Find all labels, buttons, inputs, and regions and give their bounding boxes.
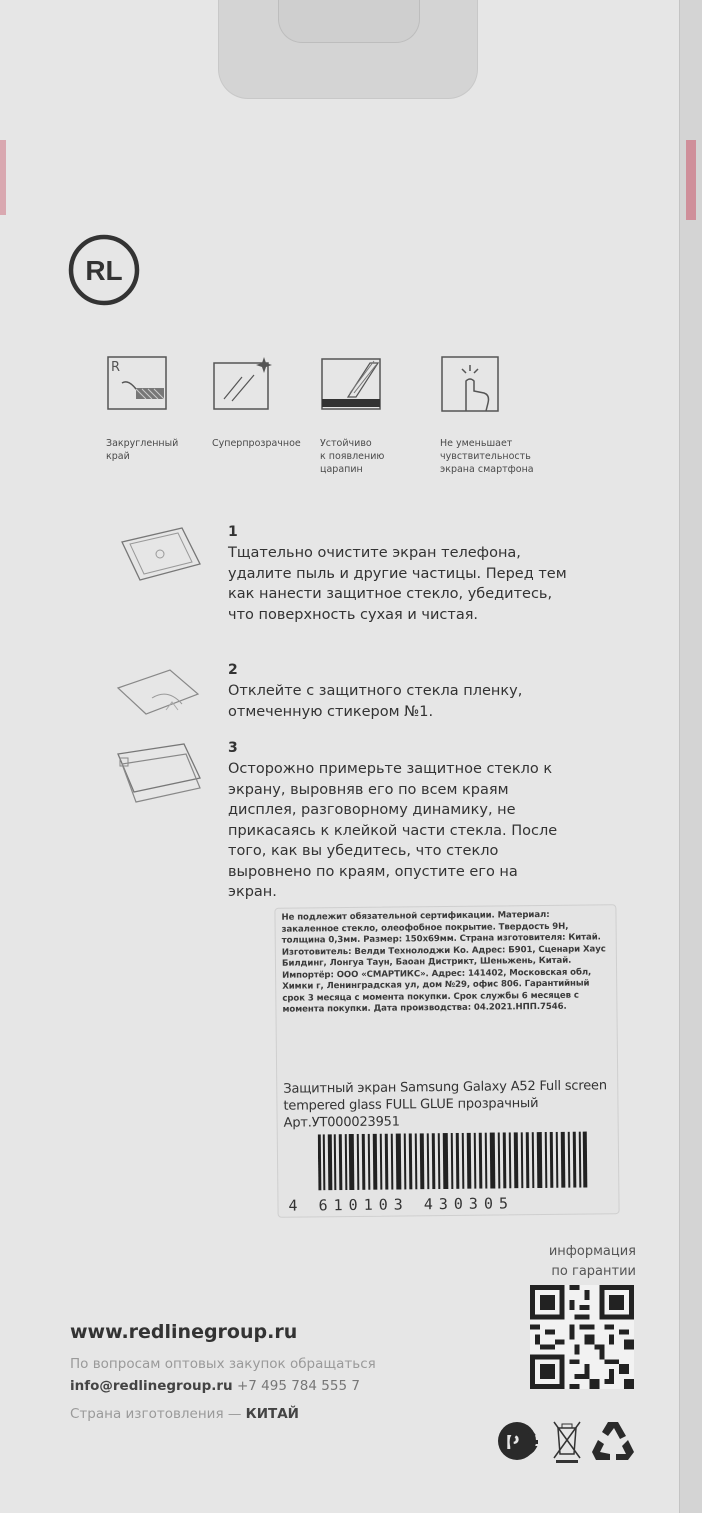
rounded-edge-icon <box>106 355 170 415</box>
barcode-digits: 4 610103 430305 <box>288 1194 515 1215</box>
feature-label-transparent: Суперпрозрачное <box>212 438 301 449</box>
step-3-text: Осторожно примерьте защитное стекло к экрану, выровняв его по всем краям дисплея, разговорному динамику, не прикасаясь к клейкой части стекла. После того, как вы убедитесь, что стекло выровнено по краям, опустите его на экран. <box>228 761 558 900</box>
touch-sensitivity-icon <box>440 355 504 415</box>
pct-cert-icon <box>494 1418 544 1464</box>
wholesale-note: По вопросам оптовых закупок обращаться <box>70 1356 376 1372</box>
feature-label-touch: Не уменьшает чувствительность экрана смартфона <box>440 438 534 475</box>
svg-text:RL: RL <box>85 255 123 286</box>
package-edge-left <box>0 140 6 215</box>
package-edge-right <box>686 140 696 220</box>
apply-glass-icon <box>112 738 204 808</box>
hang-slot <box>278 0 420 43</box>
feature-label-scratch: Устойчиво к появлению царапин <box>320 438 385 475</box>
feature-label-rounded: Закругленный край <box>106 438 179 462</box>
redline-logo-icon <box>66 232 142 308</box>
recycle-icon <box>588 1418 638 1464</box>
hang-tab <box>218 0 478 99</box>
svg-text:R: R <box>111 360 121 375</box>
sticker-product-name: Защитный экран Samsung Galaxy A52 Full screen tempered glass FULL GLUE прозрачный Арт.УТ000023951 <box>283 1078 607 1131</box>
step-3-number: 3 <box>228 740 238 756</box>
country-of-origin <box>70 1406 299 1422</box>
website-link[interactable]: www.redlinegroup.ru <box>70 1321 298 1343</box>
phone-number[interactable]: +7 495 784 555 7 <box>236 1378 360 1394</box>
step-1-number: 1 <box>228 524 238 540</box>
step-2-text: Отклейте с защитного стекла пленку, отмеченную стикером №1. <box>228 683 523 720</box>
barcode <box>318 1132 589 1191</box>
peel-film-icon <box>112 658 204 728</box>
package-side-strip <box>679 0 702 1513</box>
transparent-glass-icon <box>212 355 276 415</box>
email-link[interactable]: info@redlinegroup.ru <box>70 1378 233 1394</box>
weee-bin-icon <box>550 1418 584 1464</box>
warranty-label: информация по гарантии <box>548 1244 636 1279</box>
scratch-resistant-icon <box>320 355 384 415</box>
country-name: КИТАЙ <box>245 1406 299 1422</box>
step-2-number: 2 <box>228 662 238 678</box>
sticker-details: Не подлежит обязательной сертификации. Материал: закаленное стекло, олеофобное покрытие. Твердость 9H, толщина 0,3мм. Размер: 150х69мм. Страна изготовителя: Китай. Изготовитель: Велди Технолоджи Ко. Адрес: Б901, Сценари Хаус Билдинг, Лонгуа Таун, Баоан Дистрикт, Шеньжень, Китай. Импортёр: ООО «СМАРТИКС». Адрес: 141402, Московская обл, Химки г, Ленинградская ул, дом №29, офис 806. Гарантийный срок 3 месяца с момента покупки. Срок службы 6 месяцев с момента покупки. Дата производства: 04.2021.НПП.7546. <box>281 909 606 1015</box>
product-sticker <box>274 904 619 1218</box>
country-prefix: Страна изготовления — <box>70 1406 246 1422</box>
warranty-qr-code[interactable] <box>530 1285 634 1389</box>
svg-text:P: P <box>506 1432 520 1454</box>
contact-line <box>70 1378 360 1394</box>
step-1-text: Тщательно очистите экран телефона, удалите пыль и другие частицы. Перед тем как нанести защитное стекло, убедитесь, что поверхность сухая и чистая. <box>228 545 567 623</box>
phone-cleaning-icon <box>112 520 204 590</box>
